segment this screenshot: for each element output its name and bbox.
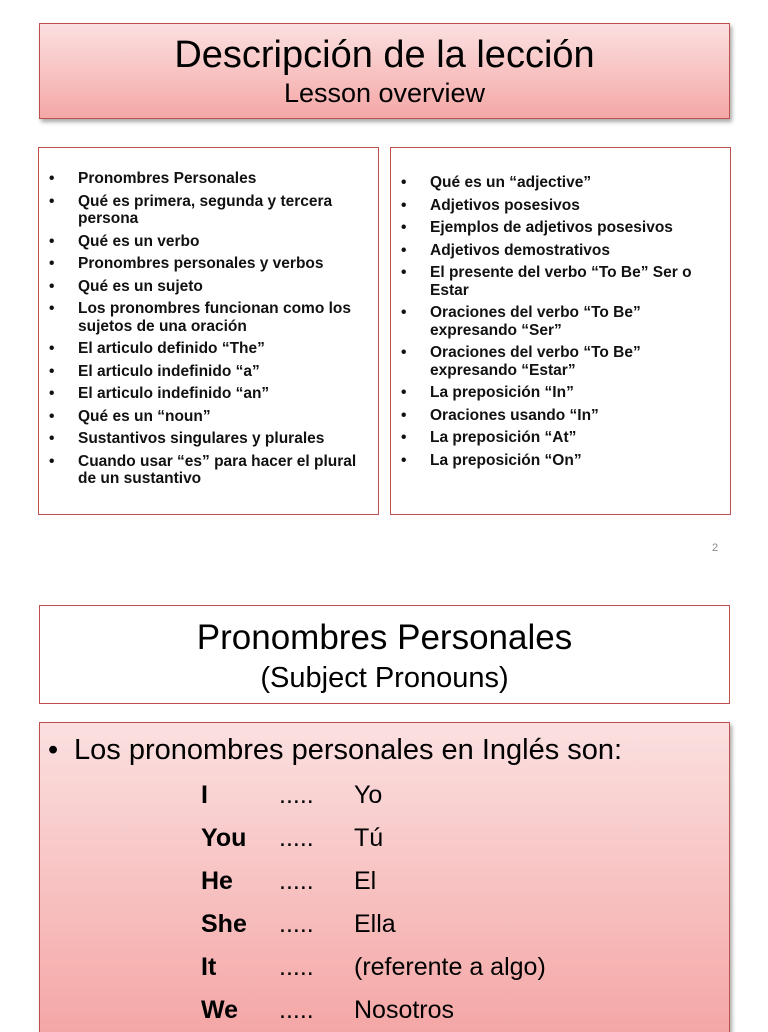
topic-item: • Qué es un “adjective” (394, 174, 722, 192)
topic-item: • Sustantivos singulares y plurales (42, 430, 370, 448)
topic-item: • El articulo indefinido “a” (42, 363, 370, 381)
pronoun-dots: ..... (279, 996, 314, 1024)
topic-item: • Qué es un verbo (42, 233, 370, 251)
topic-item: • Qué es un sujeto (42, 278, 370, 296)
topic-item: • Ejemplos de adjetivos posesivos (394, 219, 722, 237)
topic-item: • Oraciones del verbo “To Be” expresando “Ser” (394, 304, 722, 339)
pronouns-intro-text: Los pronombres personales en Inglés son: (74, 734, 623, 766)
topic-item: • La preposición “In” (394, 384, 722, 402)
pronoun-english: He (201, 867, 233, 895)
topic-item: • Adjetivos posesivos (394, 197, 722, 215)
pronoun-dots: ..... (279, 867, 314, 895)
topic-item: • Cuando usar “es” para hacer el plural de un sustantivo (42, 453, 370, 488)
topics-left-box (38, 147, 379, 515)
pronouns-subtitle: (Subject Pronouns) (260, 662, 509, 694)
pronoun-dots: ..... (279, 953, 314, 981)
topic-item: • El articulo indefinido “an” (42, 385, 370, 403)
topics-left-list (42, 170, 370, 488)
pronouns-title-box (39, 605, 730, 704)
pronoun-spanish: Yo (354, 781, 383, 809)
topic-item: • Los pronombres funcionan como los sujetos de una oración (42, 300, 370, 335)
topic-item: • El articulo definido “The” (42, 340, 370, 358)
topic-item: • Qué es primera, segunda y tercera persona (42, 193, 370, 228)
pronoun-english: She (201, 910, 247, 938)
topic-item: • El presente del verbo “To Be” Ser o Estar (394, 264, 722, 299)
pronoun-spanish: Tú (354, 824, 384, 852)
pronoun-english: It (201, 953, 217, 981)
pronoun-english: We (201, 996, 239, 1024)
topic-item: • La preposición “On” (394, 452, 722, 470)
topic-item: • La preposición “At” (394, 429, 722, 447)
pronoun-english: I (201, 781, 208, 809)
topic-item: • Qué es un “noun” (42, 408, 370, 426)
pronoun-spanish: El (354, 867, 377, 895)
pronoun-dots: ..... (279, 824, 314, 852)
pronoun-spanish: Nosotros (354, 996, 455, 1024)
lesson-title-box (39, 23, 730, 119)
topic-item: • Pronombres personales y verbos (42, 255, 370, 273)
bullet-icon: • (48, 734, 59, 766)
pronoun-dots: ..... (279, 910, 314, 938)
topics-right-list (394, 174, 722, 469)
topic-item: • Pronombres Personales (42, 170, 370, 188)
pronoun-spanish: Ella (354, 910, 396, 938)
topic-item: • Adjetivos demostrativos (394, 242, 722, 260)
topic-item: • Oraciones usando “In” (394, 407, 722, 425)
lesson-title: Descripción de la lección (174, 34, 595, 76)
lesson-subtitle: Lesson overview (283, 78, 486, 108)
page-number: 2 (712, 542, 719, 554)
topics-right-box (390, 147, 731, 515)
pronoun-english: You (201, 824, 247, 852)
pronouns-content-box (39, 722, 730, 1032)
topic-item: • Oraciones del verbo “To Be” expresando “Estar” (394, 344, 722, 379)
pronouns-title: Pronombres Personales (196, 618, 573, 657)
pronoun-dots: ..... (279, 781, 314, 809)
pronoun-spanish: (referente a algo) (354, 953, 546, 981)
pronouns-intro (48, 733, 622, 767)
